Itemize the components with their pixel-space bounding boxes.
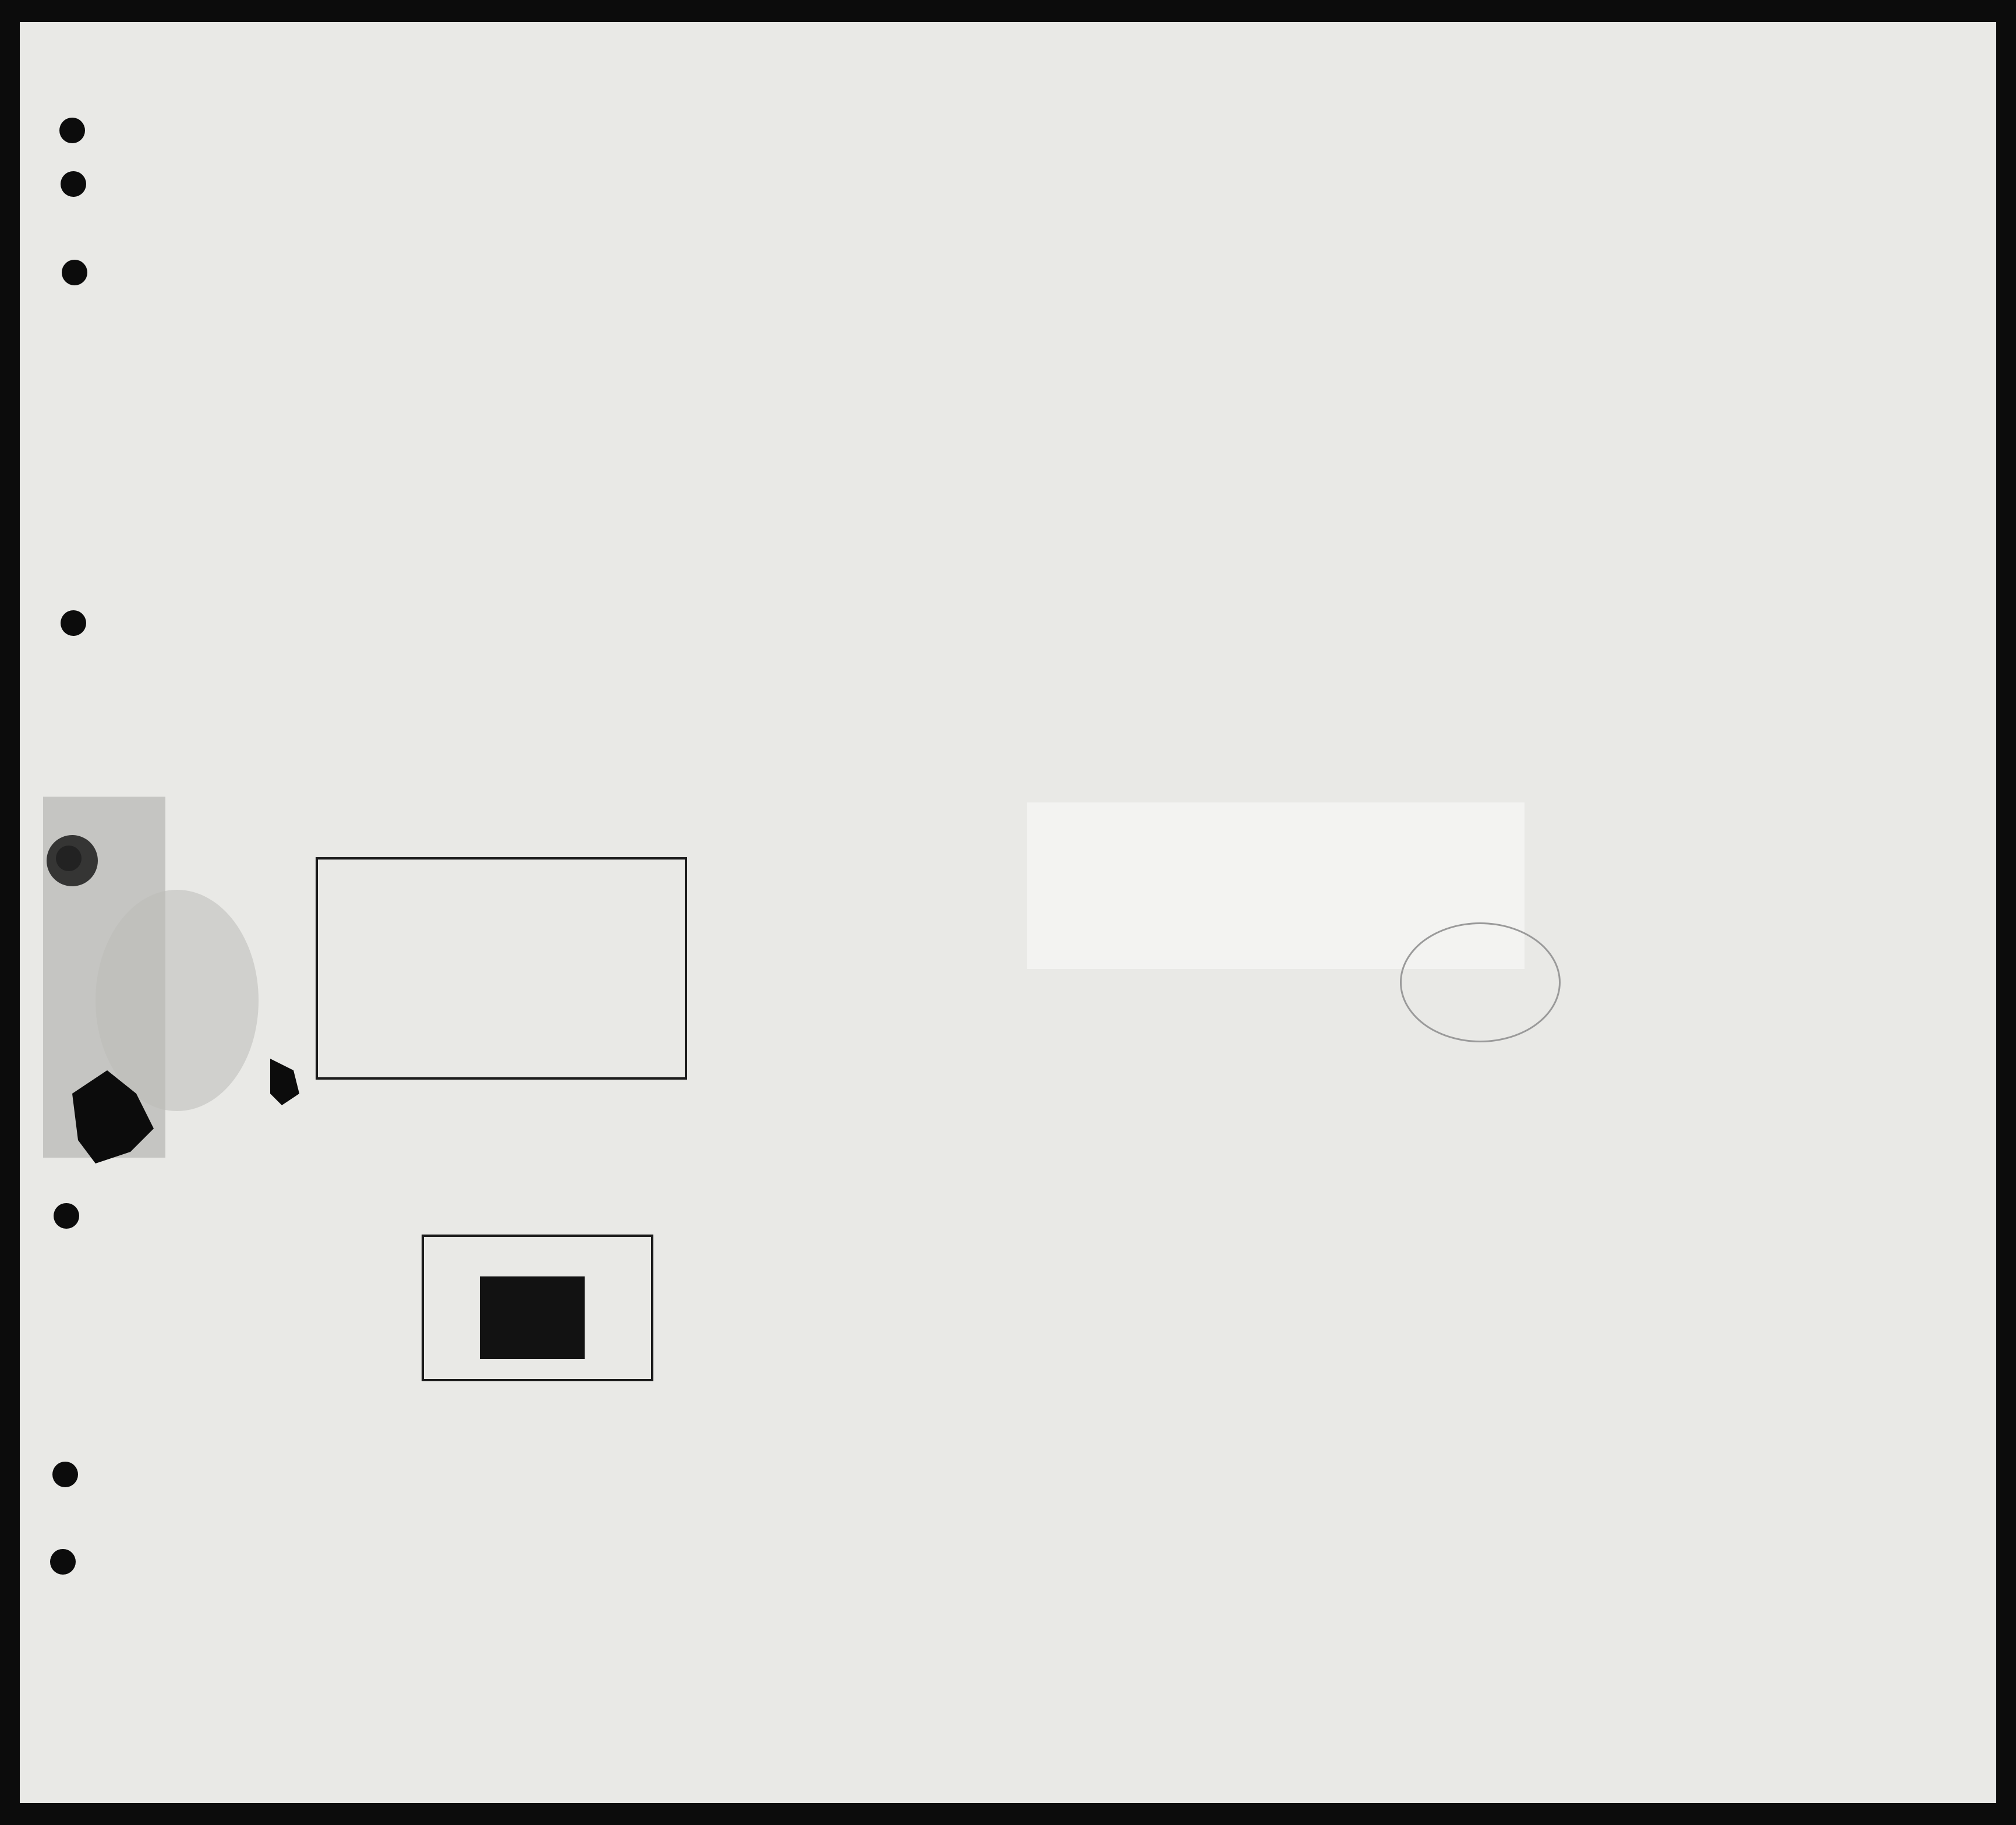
seal-smudge [37,779,305,1175]
fee-stamp-box [422,1235,653,1381]
embassy-seen-stamp [316,857,687,1080]
mm-office-stamp [1400,922,1561,1042]
revenue-stamp [480,1276,585,1359]
manifest-page [20,22,1996,1803]
